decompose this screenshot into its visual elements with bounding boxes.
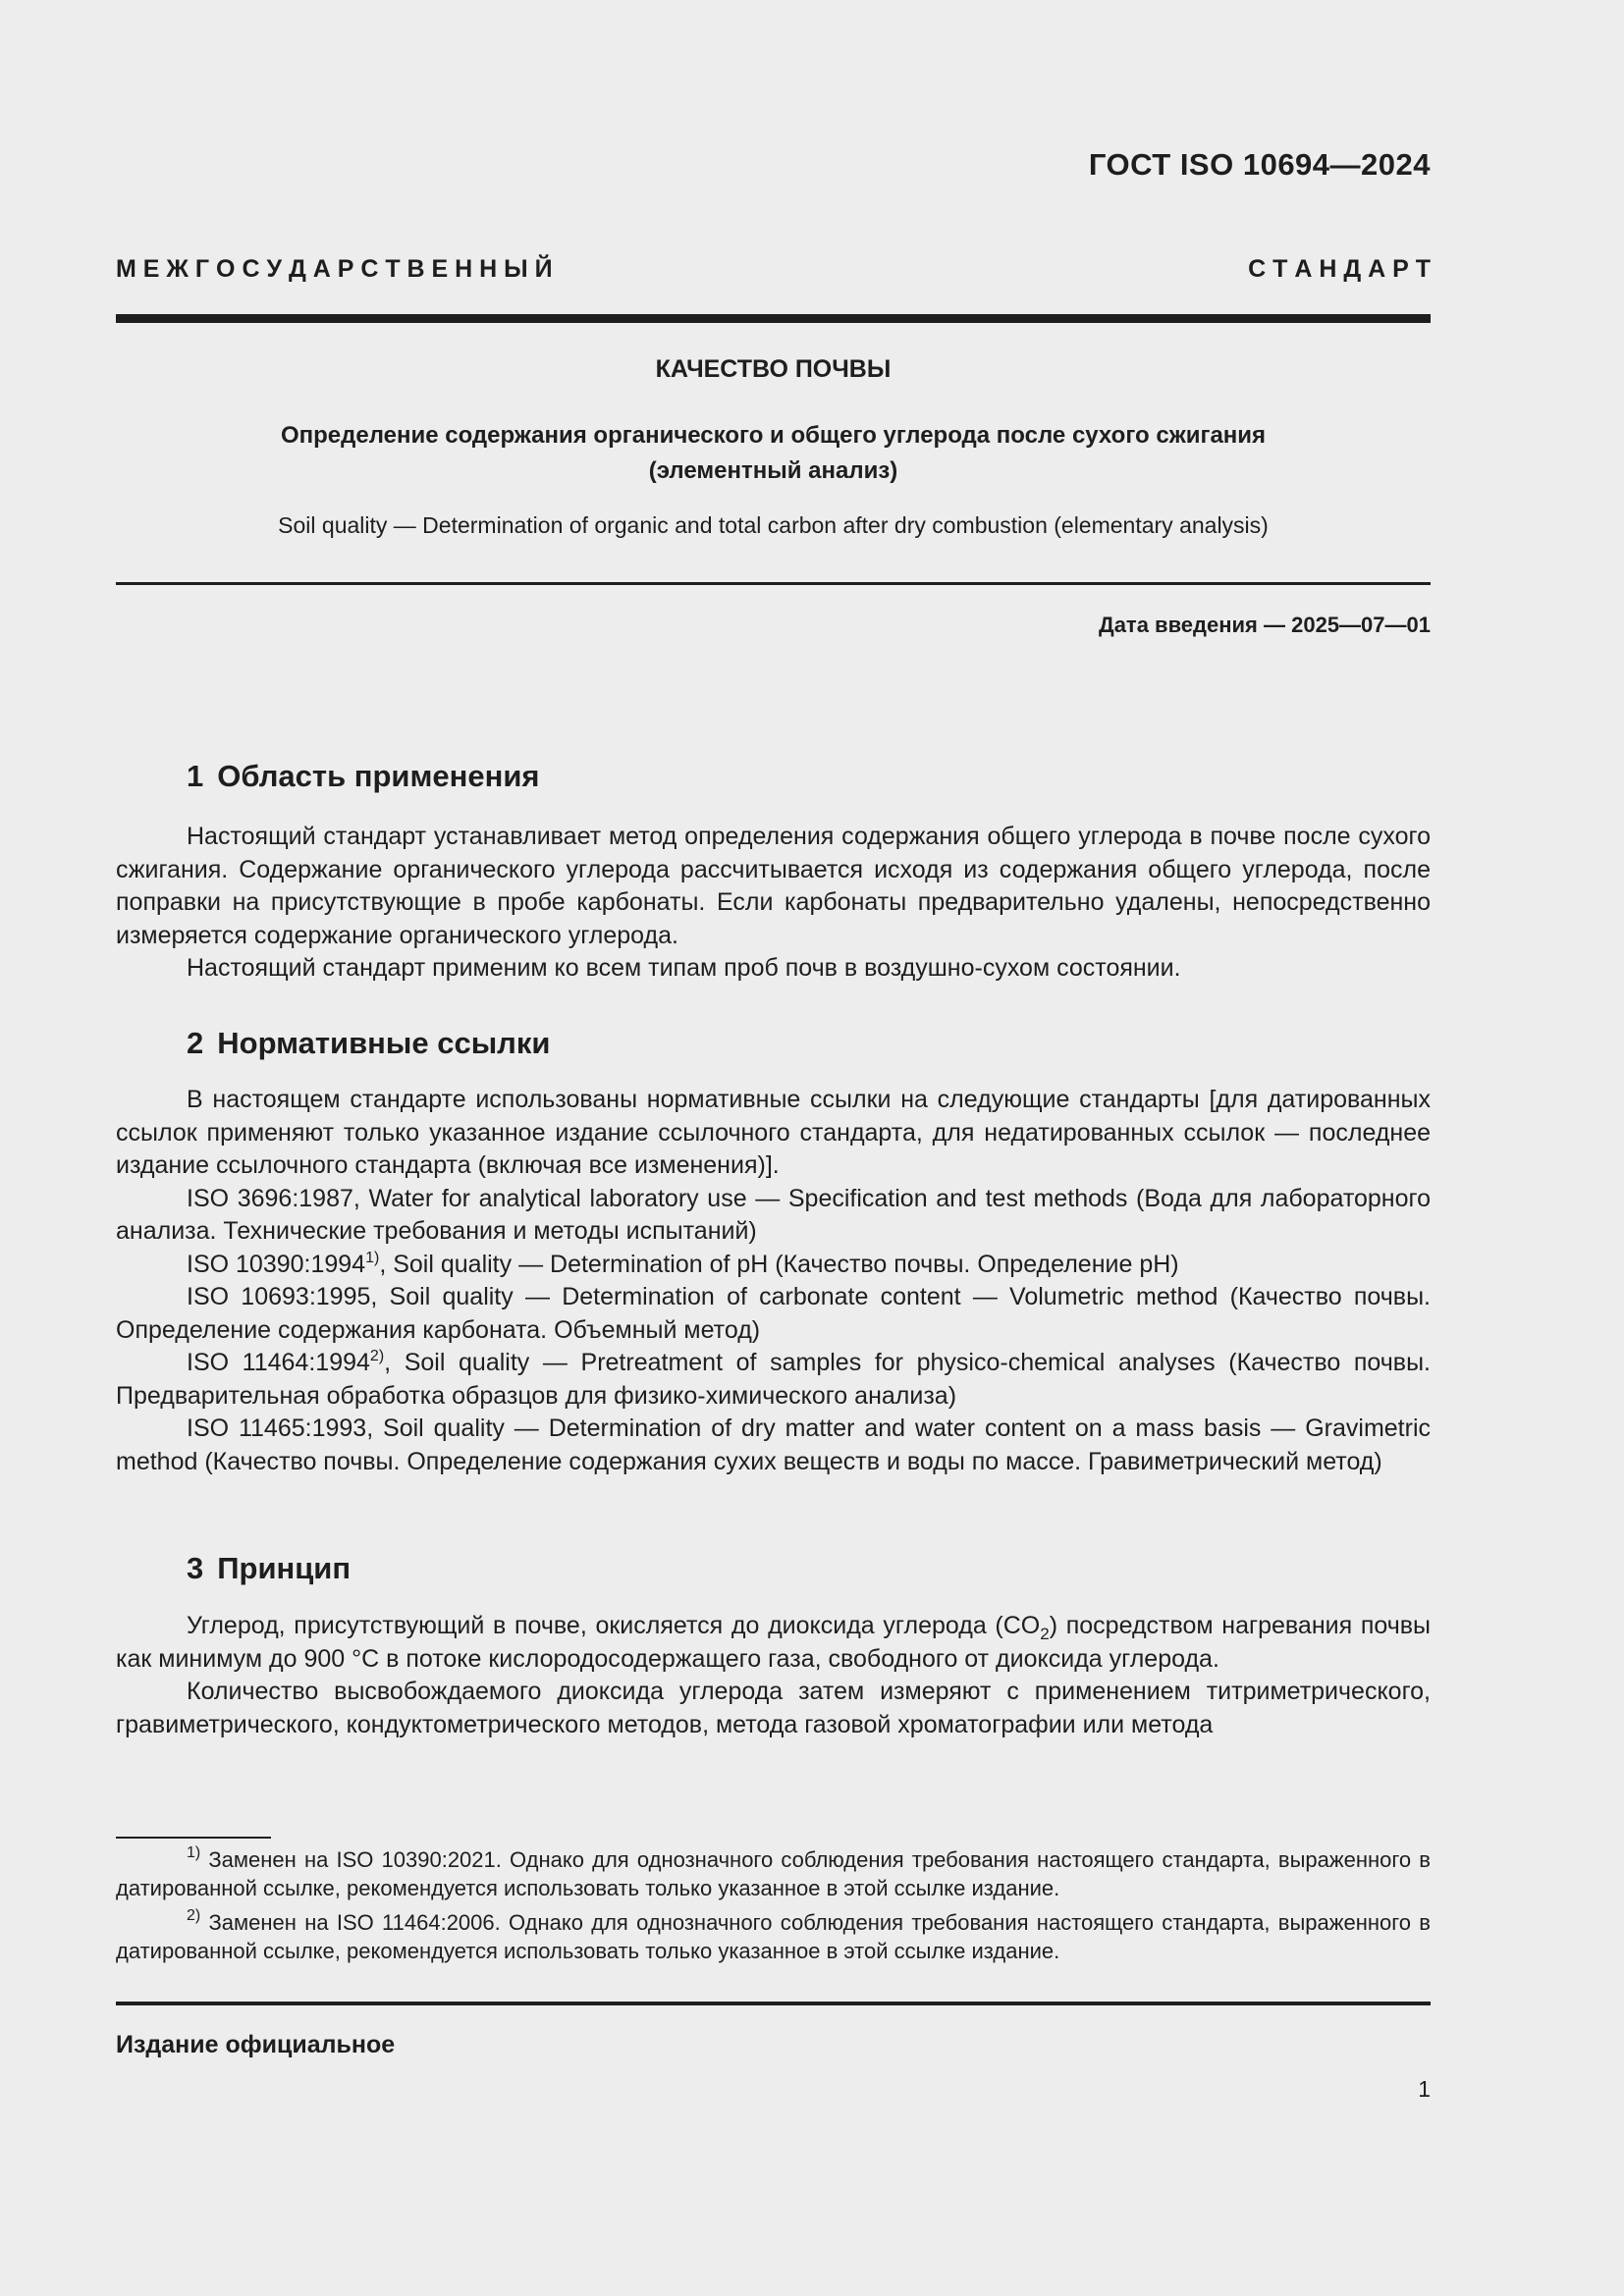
section-title: Принцип bbox=[217, 1551, 352, 1585]
section-number: 3 bbox=[187, 1551, 204, 1585]
footnote-1 bbox=[116, 1845, 1431, 1902]
footnote-2 bbox=[116, 1908, 1431, 1965]
section-3-body bbox=[116, 1610, 1431, 1741]
document-title: КАЧЕСТВО ПОЧВЫ bbox=[655, 355, 892, 383]
reference-item: ISO 11465:1993, Soil quality — Determination of dry matter and water content on a mass basis — Gravimetric method (Качество почвы. Определение содержания сухих веществ и воды по массе. Гравиметрический метод) bbox=[116, 1415, 1431, 1475]
section-2-heading bbox=[187, 1026, 550, 1061]
paragraph: Настоящий стандарт применим ко всем типам проб почв в воздушно-сухом состоянии. bbox=[187, 954, 1181, 982]
reference-item bbox=[116, 1347, 1431, 1413]
footnote-text: Заменен на ISO 11464:2006. Однако для однозначного соблюдения требования настоящего стандарта, выраженного в датированной ссылке, рекомендуется использовать только указанное в этой ссылке издание. bbox=[116, 1910, 1431, 1963]
footer-divider bbox=[116, 2002, 1431, 2005]
footnote-ref[interactable]: 2) bbox=[369, 1348, 385, 1364]
reference-item bbox=[116, 1249, 1431, 1282]
section-number: 2 bbox=[187, 1026, 204, 1060]
reference-text: , Soil quality — Determination of pH (Качество почвы. Определение pH) bbox=[379, 1250, 1179, 1278]
interstate-word: М Е Ж Г О С У Д А Р С Т В Е Н Н Ы Й bbox=[116, 255, 553, 283]
document-subtitle bbox=[116, 418, 1431, 489]
header-divider bbox=[116, 314, 1431, 323]
footnote-text: Заменен на ISO 10390:2021. Однако для однозначного соблюдения требования настоящего стандарта, выраженного в датированной ссылке, рекомендуется использовать только указанное в этой ссылке издание. bbox=[116, 1847, 1431, 1900]
footnotes bbox=[116, 1845, 1431, 1971]
reference-item: ISO 10693:1995, Soil quality — Determination of carbonate content — Volumetric method (Качество почвы. Определение содержания карбоната. Объемный метод) bbox=[116, 1283, 1431, 1344]
english-title: Soil quality — Determination of organic and total carbon after dry combustion (elementary analysis) bbox=[278, 512, 1269, 538]
footnote-separator bbox=[116, 1837, 271, 1839]
reference-code: ISO 11464:1994 bbox=[187, 1349, 370, 1376]
subscript: 2 bbox=[1040, 1625, 1050, 1643]
footnote-mark: 1) bbox=[187, 1844, 201, 1861]
subtitle-line-1: Определение содержания органического и общего углерода после сухого сжигания bbox=[280, 422, 1267, 449]
paragraph-text: Углерод, присутствующий в почве, окисляется до диоксида углерода (CO bbox=[187, 1612, 1041, 1639]
reference-code: ISO 10390:1994 bbox=[187, 1250, 366, 1278]
section-number: 1 bbox=[187, 759, 204, 793]
reference-text: , Soil quality — Pretreatment of samples for physico-chemical analyses (Качество почвы. Предварительная обработка образцов для физико-химического анализа) bbox=[116, 1349, 1432, 1410]
standard-word: С Т А Н Д А Р Т bbox=[1248, 255, 1431, 283]
section-3-heading bbox=[187, 1551, 351, 1586]
paragraph: Настоящий стандарт устанавливает метод определения содержания общего углерода в почве после сухого сжигания. Содержание органического углерода рассчитывается исходя из содержания общего углерода, после поправки на присутствующие в пробе карбонаты. Если карбонаты предварительно удалены, непосредственно измеряется содержание органического углерода. bbox=[116, 823, 1431, 949]
introduction-date: Дата введения — 2025—07—01 bbox=[1099, 613, 1431, 637]
official-edition-label: Издание официальное bbox=[116, 2031, 396, 2058]
section-1-heading bbox=[187, 759, 540, 794]
footnote-mark: 2) bbox=[187, 1907, 201, 1924]
interstate-standard-banner bbox=[116, 255, 1431, 284]
document-number: ГОСТ ISO 10694—2024 bbox=[1088, 147, 1431, 182]
paragraph: В настоящем стандарте использованы нормативные ссылки на следующие стандарты [для датированных ссылок применяют только указанное издание ссылочного стандарта, для недатированных ссылок — последнее издание ссылочного стандарта (включая все изменения)]. bbox=[116, 1086, 1431, 1179]
page-number: 1 bbox=[1418, 2076, 1431, 2102]
paragraph bbox=[116, 1610, 1431, 1676]
subtitle-line-2: (элементный анализ) bbox=[648, 457, 898, 484]
section-title: Нормативные ссылки bbox=[217, 1026, 551, 1060]
section-2-body bbox=[116, 1084, 1431, 1478]
paragraph: Количество высвобождаемого диоксида углерода затем измеряют с применением титриметрического, гравиметрического, кондуктометрического методов, метода газовой хроматографии или метода bbox=[116, 1678, 1431, 1738]
section-title: Область применения bbox=[217, 759, 540, 793]
footnote-ref[interactable]: 1) bbox=[365, 1249, 380, 1266]
paragraph-text: ) посредством нагревания почвы как минимум до 900 °С в потоке кислородосодержащего газа, свободного от диоксида углерода. bbox=[116, 1612, 1431, 1673]
title-divider bbox=[116, 582, 1431, 585]
reference-item: ISO 3696:1987, Water for analytical laboratory use — Specification and test methods (Вода для лабораторного анализа. Технические требования и методы испытаний) bbox=[116, 1184, 1431, 1245]
section-1-body bbox=[116, 821, 1431, 986]
